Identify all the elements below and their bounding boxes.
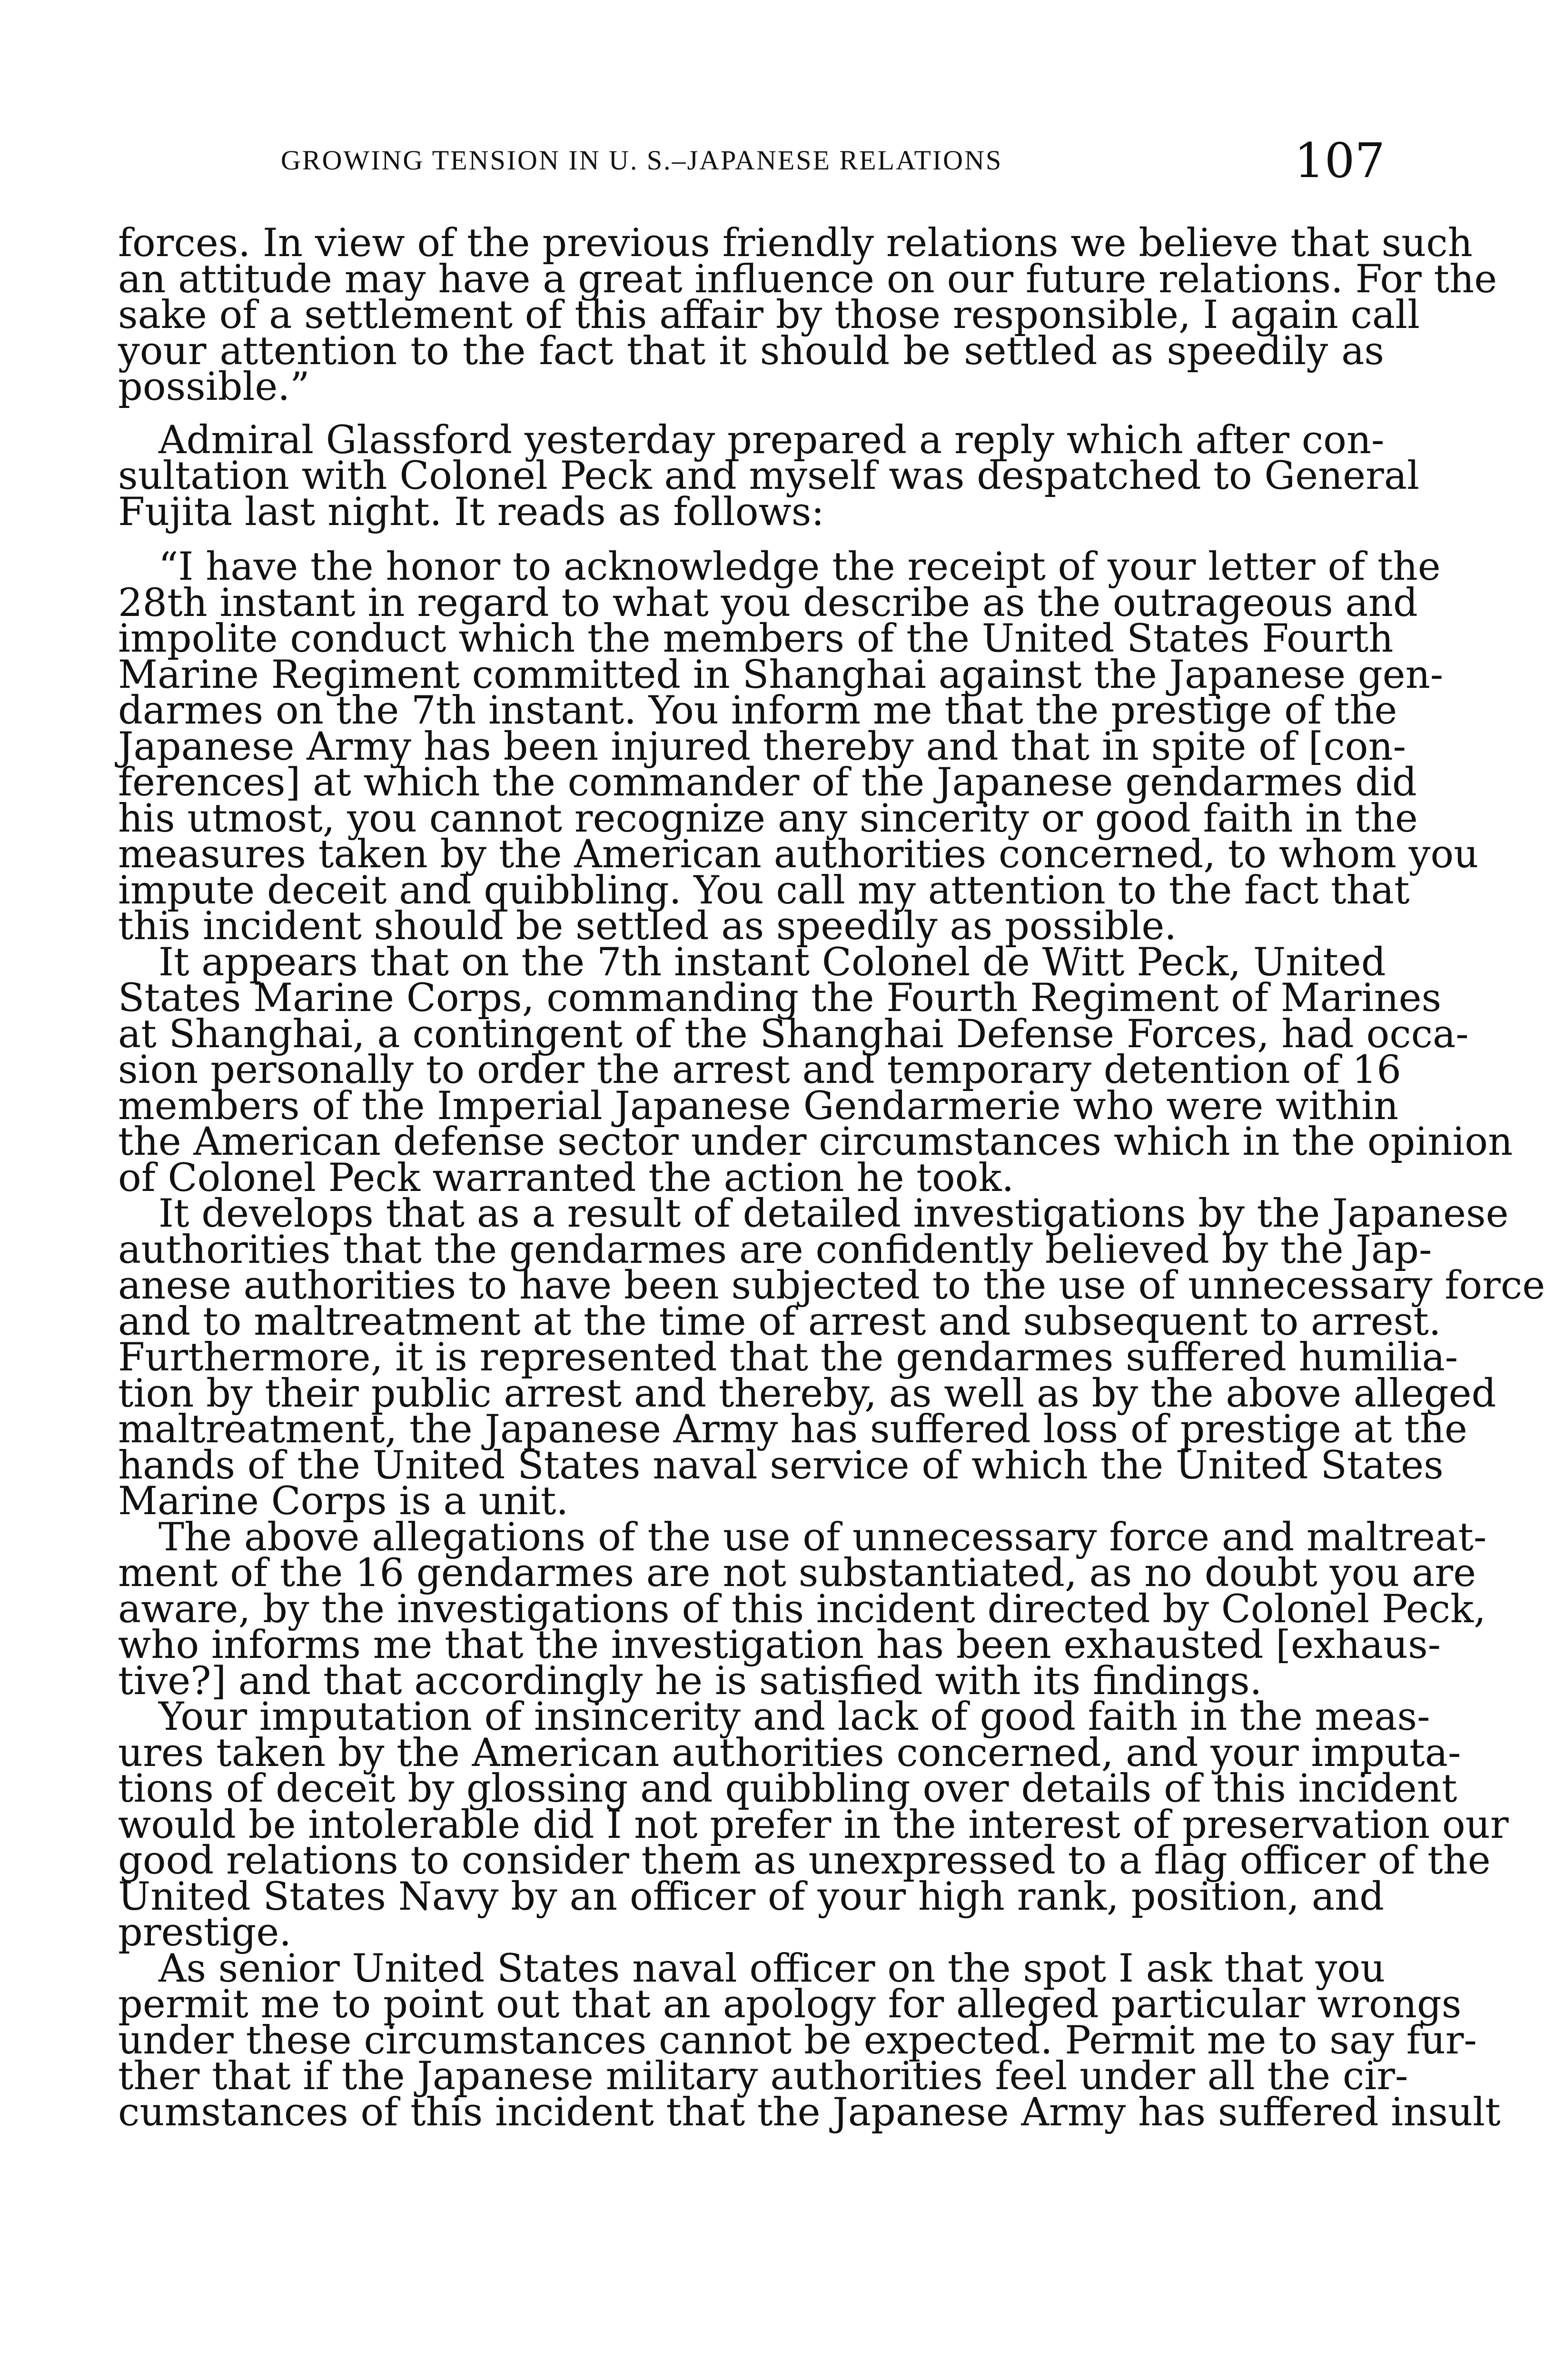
text-line: tions of deceit by glossing and quibbling over details of this incident — [118, 1766, 1457, 1811]
text-line: Fujita last night. It reads as follows: — [118, 489, 824, 535]
text-line: ferences] at which the commander of the Japanese gendarmes did — [118, 760, 1417, 805]
running-title: GROWING TENSION IN U. S.–JAPANESE RELATIONS — [281, 145, 1003, 176]
text-line: who informs me that the investigation has been exhausted [exhaus- — [118, 1623, 1441, 1667]
text-line: Furthermore, it is represented that the gendarmes suffered humilia- — [118, 1335, 1458, 1380]
quoted-paragraph — [118, 1515, 1487, 1704]
text-line: tive?] and that accordingly he is satisfied with its findings. — [118, 1658, 1262, 1704]
text-line: at Shanghai, a contingent of the Shanghai Defense Forces, had occa- — [118, 1012, 1469, 1057]
text-line: sion personally to order the arrest and temporary detention of 16 — [118, 1048, 1401, 1092]
quoted-paragraph — [118, 1191, 1545, 1524]
text-line: The above allegations of the use of unnecessary force and maltreat- — [158, 1515, 1487, 1560]
text-line: tion by their public arrest and thereby, as well as by the above alleged — [118, 1371, 1496, 1416]
text-line: Your imputation of insincerity and lack of good faith in the meas- — [158, 1695, 1430, 1739]
text-line: “I have the honor to acknowledge the receipt of your letter of the — [158, 545, 1441, 589]
text-line: Marine Corps is a unit. — [118, 1479, 569, 1524]
text-line: impute deceit and quibbling. You call my attention to the fact that — [118, 868, 1410, 913]
text-line: anese authorities to have been subjected to the use of unnecessary force — [118, 1263, 1545, 1308]
text-line: ther that if the Japanese military authorities feel under all the cir- — [118, 2054, 1408, 2099]
text-line: possible.” — [118, 365, 310, 409]
text-line: Marine Regiment committed in Shanghai against the Japanese gen- — [118, 652, 1444, 697]
text-line: measures taken by the American authorities concerned, to whom you — [118, 832, 1479, 877]
text-line: cumstances of this incident that the Japanese Army has suffered insult — [118, 2090, 1501, 2135]
body-text — [118, 221, 1545, 2135]
text-line: the American defense sector under circumstances which in the opinion — [118, 1120, 1513, 1164]
text-line: ures taken by the American authorities concerned, and your imputa- — [118, 1730, 1461, 1775]
text-line: It develops that as a result of detailed investigations by the Japanese — [158, 1191, 1509, 1236]
running-head — [119, 133, 1385, 198]
text-line: As senior United States naval officer on the spot I ask that you — [158, 1946, 1386, 1991]
text-line: United States Navy by an officer of your high rank, position, and — [118, 1874, 1384, 1919]
quoted-paragraph — [118, 1946, 1501, 2135]
text-line: It appears that on the 7th instant Colonel de Witt Peck, United — [158, 940, 1386, 985]
text-line: States Marine Corps, commanding the Fourth Regiment of Marines — [118, 976, 1442, 1021]
text-line: would be intolerable did I not prefer in the interest of preservation our — [118, 1802, 1509, 1847]
text-line: sultation with Colonel Peck and myself was despatched to General — [118, 454, 1420, 498]
page-number: 107 — [1294, 133, 1385, 188]
paragraph — [118, 417, 1420, 535]
text-line: aware, by the investigations of this incident directed by Colonel Peck, — [118, 1587, 1486, 1632]
text-line: sake of a settlement of this affair by those responsible, I again call — [118, 293, 1420, 337]
text-line: forces. In view of the previous friendly relations we believe that such — [118, 221, 1473, 266]
quoted-paragraph — [118, 545, 1479, 949]
text-line: permit me to point out that an apology for alleged particular wrongs — [118, 1982, 1462, 2027]
text-line: under these circumstances cannot be expected. Permit me to say fur- — [118, 2018, 1477, 2063]
quoted-paragraph — [118, 940, 1513, 1200]
text-line: ment of the 16 gendarmes are not substantiated, as no doubt you are — [118, 1551, 1476, 1596]
quoted-paragraph — [118, 1695, 1509, 1955]
text-line: this incident should be settled as speedily as possible. — [118, 904, 1177, 949]
text-line: Japanese Army has been injured thereby and that in spite of [con- — [118, 724, 1406, 769]
text-line: of Colonel Peck warranted the action he took. — [118, 1155, 1014, 1200]
text-line: your attention to the fact that it should be settled as speedily as — [118, 328, 1384, 374]
text-line: prestige. — [118, 1910, 292, 1955]
text-line: 28th instant in regard to what you describe as the outrageous and — [118, 580, 1418, 625]
text-line: authorities that the gendarmes are confidently believed by the Jap- — [118, 1227, 1432, 1272]
text-line: maltreatment, the Japanese Army has suffered loss of prestige at the — [118, 1407, 1467, 1452]
text-line: members of the Imperial Japanese Gendarmerie who were within — [118, 1083, 1399, 1129]
text-line: and to maltreatment at the time of arrest and subsequent to arrest. — [118, 1299, 1441, 1344]
text-line: good relations to consider them as unexpressed to a flag officer of the — [118, 1838, 1491, 1883]
text-line: his utmost, you cannot recognize any sincerity or good faith in the — [118, 796, 1418, 841]
text-line: impolite conduct which the members of the United States Fourth — [118, 616, 1394, 661]
text-line: darmes on the 7th instant. You inform me that the prestige of the — [118, 688, 1397, 733]
text-line: Admiral Glassford yesterday prepared a reply which after con- — [158, 417, 1385, 463]
text-line: hands of the United States naval service of which the United States — [118, 1443, 1444, 1488]
text-line: an attitude may have a great influence on our future relations. For the — [118, 257, 1497, 302]
paragraph — [118, 221, 1497, 409]
